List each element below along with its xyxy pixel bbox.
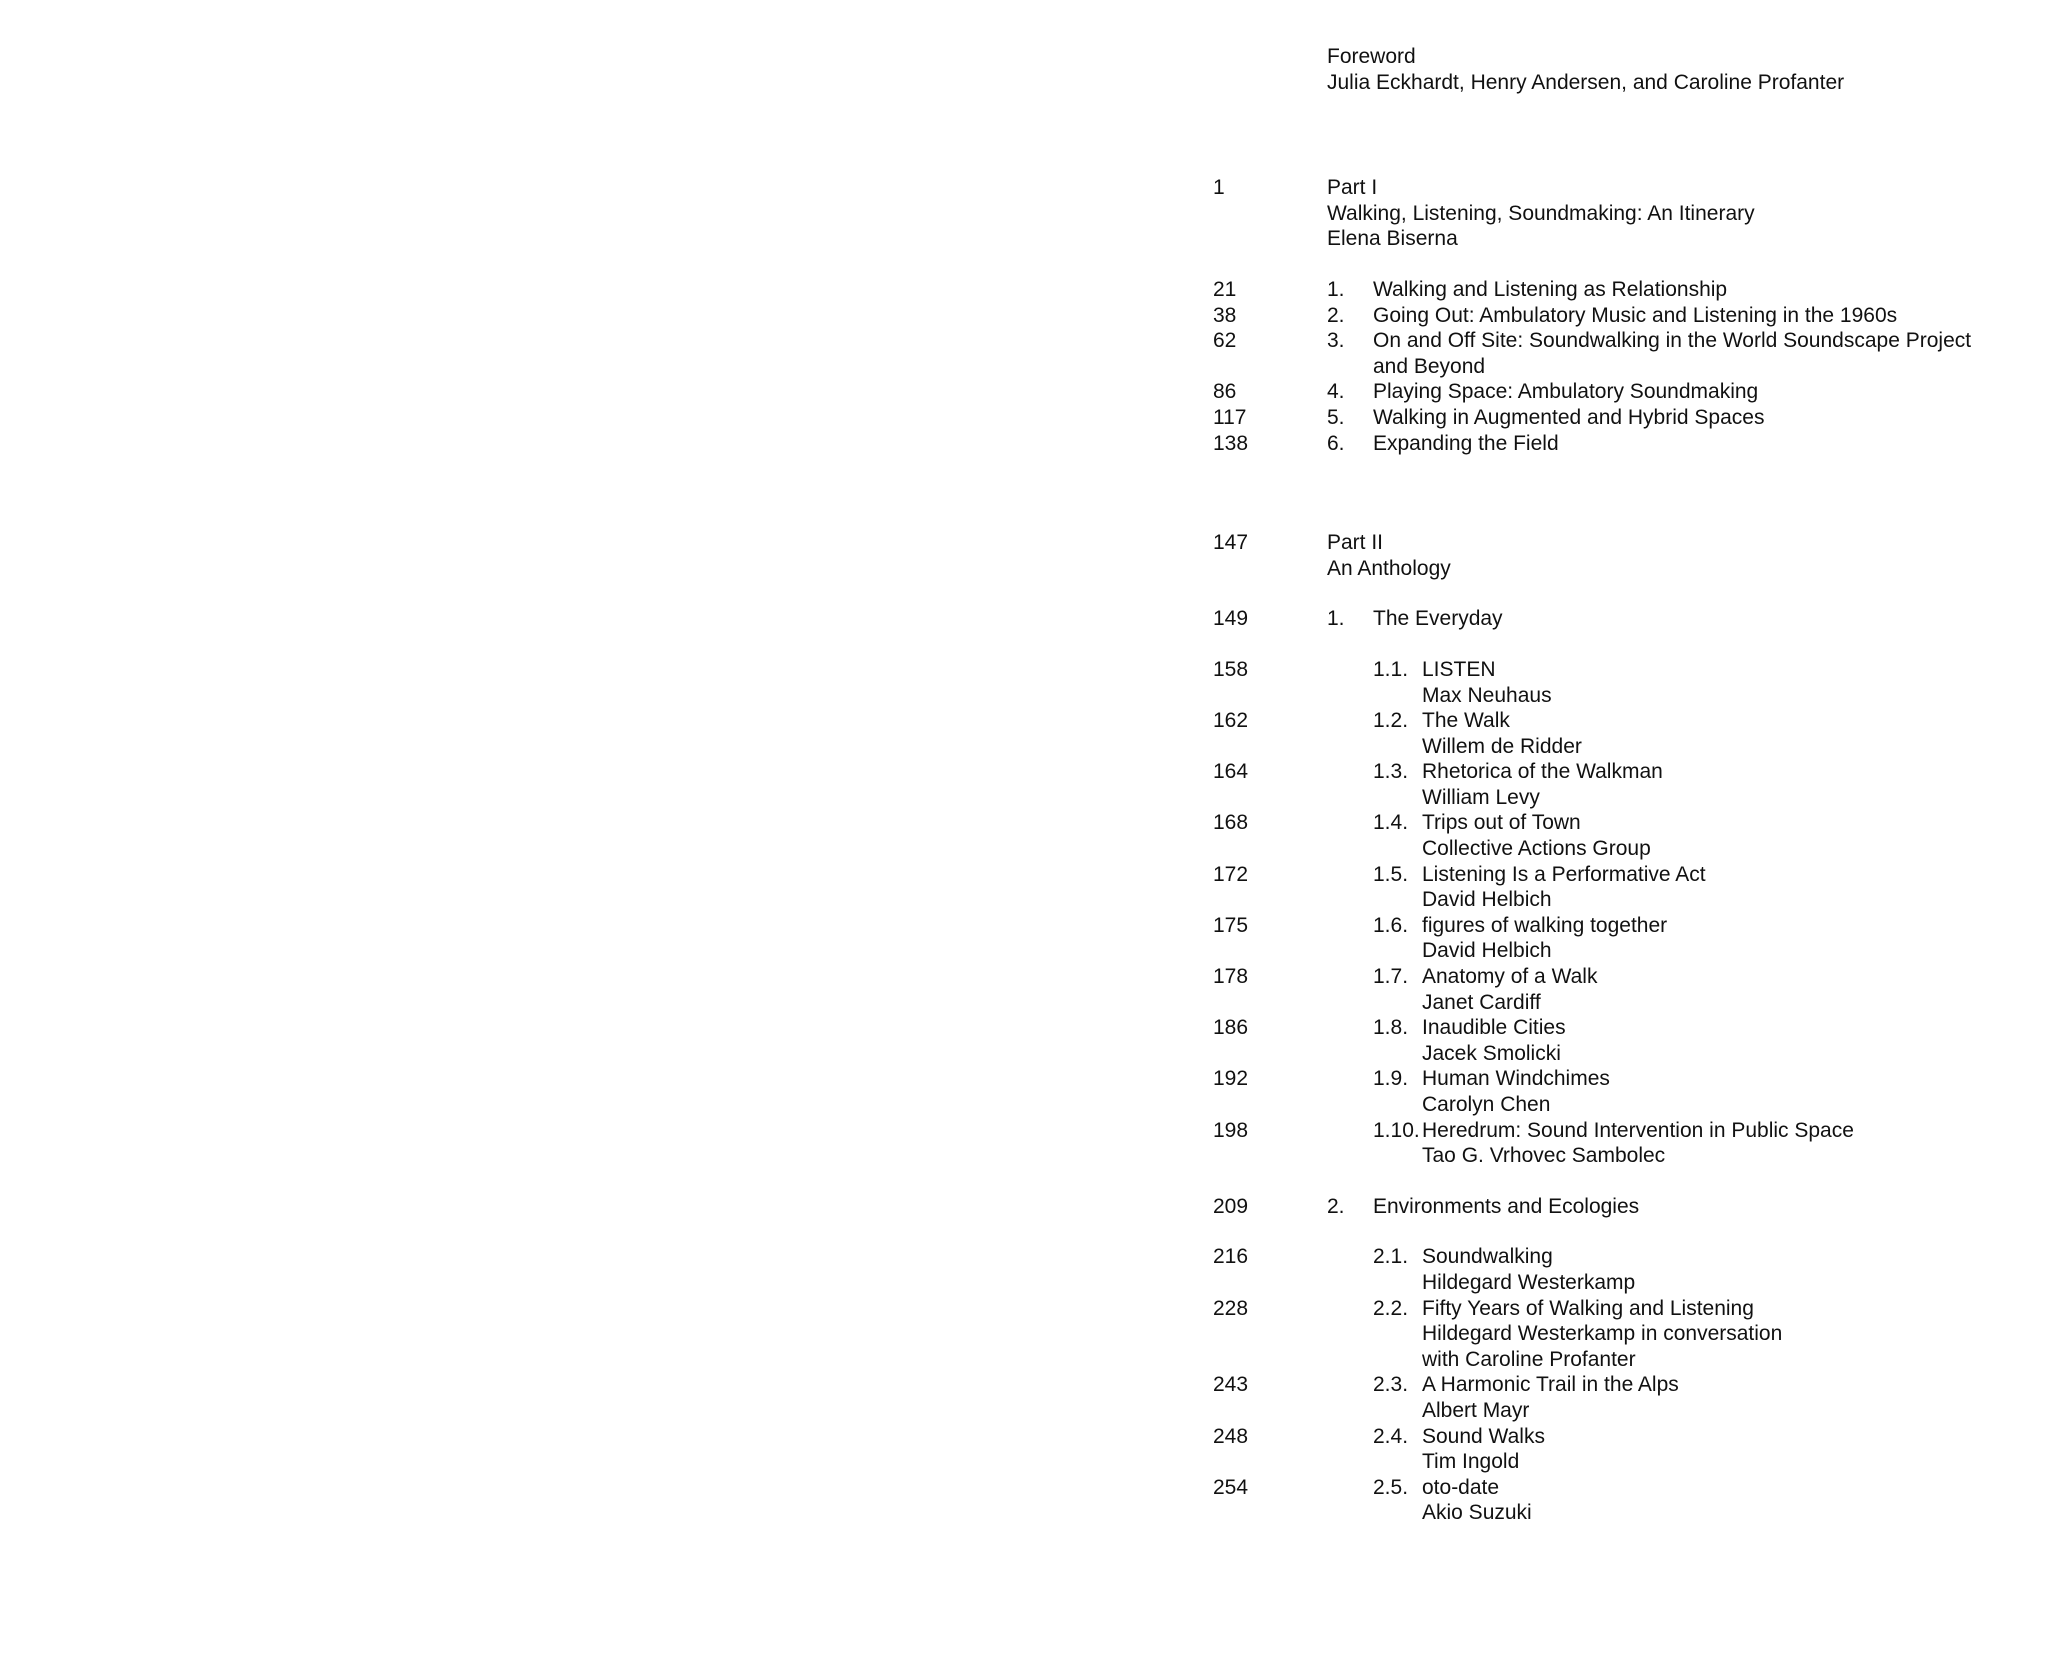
entry-text: [1422, 1372, 1679, 1423]
entry-title-line: figures of walking together: [1422, 913, 1668, 937]
entry-row: [1213, 1296, 2047, 1373]
entry-page-number: 172: [1213, 862, 1249, 886]
entry-title-line: LISTEN: [1422, 657, 1496, 681]
entry-page-number: 243: [1213, 1373, 1249, 1397]
entry-text: [1422, 1475, 1532, 1526]
chapter-title-line: Walking and Listening as Relationship: [1373, 277, 1728, 301]
section2-title: Environments and Ecologies: [1373, 1194, 1640, 1218]
part1-title: Walking, Listening, Soundmaking: An Itinerary: [1327, 201, 1755, 225]
entry-row: [1213, 913, 2047, 964]
entry-text: [1422, 1066, 1610, 1117]
entry-number: 1.1.: [1373, 657, 1409, 681]
part1-page-number: 1: [1213, 176, 1225, 200]
entry-number: 2.4.: [1373, 1424, 1409, 1448]
entry-title-line: oto-date: [1422, 1475, 1500, 1499]
chapter-number: 4.: [1327, 380, 1345, 404]
chapter-row: [1213, 405, 2047, 431]
table-of-contents: [1213, 44, 2047, 1551]
entry-number: 1.9.: [1373, 1067, 1409, 1091]
chapter-title: [1373, 405, 1764, 431]
entry-author-line: Hildegard Westerkamp in conversation: [1422, 1322, 1783, 1346]
chapter-page-number: 138: [1213, 431, 1249, 455]
entry-number: 1.6.: [1373, 913, 1409, 937]
chapter-number: 5.: [1327, 405, 1345, 429]
entry-title-line: The Walk: [1422, 709, 1510, 733]
entry-text: [1422, 708, 1582, 759]
entry-title-line: Human Windchimes: [1422, 1067, 1610, 1091]
part1-heading-text: [1327, 175, 1755, 252]
entry-number: 1.8.: [1373, 1016, 1409, 1040]
entry-author-line: Albert Mayr: [1422, 1398, 1530, 1422]
entry-title-line: Inaudible Cities: [1422, 1016, 1566, 1040]
entry-text: [1422, 810, 1651, 861]
chapter-title-line: Playing Space: Ambulatory Soundmaking: [1373, 380, 1759, 404]
entry-author-line: Carolyn Chen: [1422, 1093, 1551, 1116]
entry-row: [1213, 1015, 2047, 1066]
entry-row: [1213, 1118, 2047, 1169]
entry-title-line: Sound Walks: [1422, 1424, 1545, 1448]
entry-number: 1.10.: [1373, 1118, 1420, 1142]
entry-number: 1.2.: [1373, 709, 1409, 733]
part1-author: Elena Biserna: [1327, 227, 1458, 251]
foreword-title: Foreword: [1327, 45, 1416, 68]
chapter-title-line: Expanding the Field: [1373, 431, 1559, 455]
entry-row: [1213, 964, 2047, 1015]
part2-heading: [1213, 530, 2047, 581]
entry-author-line: Jacek Smolicki: [1422, 1041, 1561, 1065]
entry-author-line: Akio Suzuki: [1422, 1501, 1532, 1525]
chapter-title-line: On and Off Site: Soundwalking in the World Soundscape Project: [1373, 329, 1972, 353]
entry-text: [1422, 1015, 1566, 1066]
entry-author-line: Tao G. Vrhovec Sambolec: [1422, 1144, 1666, 1168]
entry-row: [1213, 708, 2047, 759]
entry-page-number: 158: [1213, 657, 1249, 681]
entry-page-number: 168: [1213, 811, 1249, 835]
entry-title-line: Trips out of Town: [1422, 811, 1581, 835]
entry-text: [1422, 1296, 1782, 1373]
entry-page-number: 198: [1213, 1118, 1249, 1142]
part2-heading-text: [1327, 530, 1451, 581]
foreword-block: [1213, 44, 2047, 95]
section1-row: [1213, 606, 2047, 632]
entry-row: [1213, 657, 2047, 708]
entry-row: [1213, 1244, 2047, 1295]
part2-label: Part II: [1327, 531, 1384, 555]
entry-number: 2.3.: [1373, 1373, 1409, 1397]
entry-author-line: Max Neuhaus: [1422, 683, 1552, 707]
entry-page-number: 162: [1213, 709, 1249, 733]
entry-title-line: Soundwalking: [1422, 1245, 1553, 1269]
entry-text: [1422, 1244, 1635, 1295]
entry-number: 1.3.: [1373, 760, 1409, 784]
chapter-row: [1213, 277, 2047, 303]
entry-author-line: with Caroline Profanter: [1422, 1347, 1636, 1371]
entry-title-line: A Harmonic Trail in the Alps: [1422, 1373, 1679, 1397]
entry-row: [1213, 810, 2047, 861]
entry-page-number: 186: [1213, 1016, 1249, 1040]
entry-number: 2.2.: [1373, 1296, 1409, 1320]
entry-number: 1.7.: [1373, 965, 1409, 989]
chapter-page-number: 117: [1213, 405, 1247, 429]
entry-author-line: David Helbich: [1422, 939, 1552, 963]
entry-page-number: 164: [1213, 760, 1249, 784]
chapter-page-number: 21: [1213, 277, 1237, 301]
chapter-page-number: 38: [1213, 303, 1237, 327]
chapter-number: 2.: [1327, 303, 1345, 327]
section2-page-number: 209: [1213, 1194, 1249, 1218]
entry-page-number: 178: [1213, 965, 1249, 989]
chapter-number: 1.: [1327, 277, 1345, 301]
entry-author-line: Willem de Ridder: [1422, 734, 1582, 758]
chapter-row: [1213, 303, 2047, 329]
entry-author-line: Collective Actions Group: [1422, 837, 1651, 861]
foreword-text: [1327, 44, 1844, 95]
entry-title-line: Rhetorica of the Walkman: [1422, 760, 1663, 784]
entry-number: 2.5.: [1373, 1475, 1409, 1499]
chapter-title-line: Going Out: Ambulatory Music and Listening in the 1960s: [1373, 303, 1898, 327]
entry-text: [1422, 913, 1667, 964]
part2-page-number: 147: [1213, 531, 1249, 555]
entry-text: [1422, 657, 1552, 708]
section-entries-1: [1213, 1244, 2047, 1526]
chapter-title: [1373, 379, 1758, 405]
entry-page-number: 254: [1213, 1475, 1249, 1499]
chapter-number: 6.: [1327, 431, 1345, 455]
section1-number: 1.: [1327, 607, 1345, 631]
entry-number: 1.5.: [1373, 862, 1409, 886]
entry-text: [1422, 1424, 1545, 1475]
section1-page-number: 149: [1213, 607, 1249, 631]
section1-title: The Everyday: [1373, 607, 1503, 631]
chapter-row: [1213, 328, 2047, 379]
chapter-title-line: Walking in Augmented and Hybrid Spaces: [1373, 405, 1765, 429]
chapter-row: [1213, 431, 2047, 457]
entry-page-number: 216: [1213, 1245, 1249, 1269]
entry-number: 1.4.: [1373, 811, 1409, 835]
entry-number: 2.1.: [1373, 1245, 1409, 1269]
section2-row: [1213, 1194, 2047, 1220]
entry-author-line: Hildegard Westerkamp: [1422, 1270, 1636, 1294]
entry-author-line: Janet Cardiff: [1422, 990, 1541, 1014]
entry-row: [1213, 759, 2047, 810]
entry-row: [1213, 1066, 2047, 1117]
part1-label: Part I: [1327, 176, 1378, 200]
entry-text: [1422, 1118, 1854, 1169]
entry-page-number: 175: [1213, 913, 1249, 937]
chapter-number: 3.: [1327, 329, 1345, 353]
section-entries-0: [1213, 657, 2047, 1169]
entry-row: [1213, 1424, 2047, 1475]
entry-text: [1422, 759, 1663, 810]
part1-heading: [1213, 175, 2047, 252]
chapter-page-number: 62: [1213, 329, 1237, 353]
chapter-title: [1373, 303, 1897, 329]
foreword-authors: Julia Eckhardt, Henry Andersen, and Caroline Profanter: [1327, 70, 1845, 94]
entry-author-line: David Helbich: [1422, 888, 1552, 912]
chapter-row: [1213, 379, 2047, 405]
entry-row: [1213, 862, 2047, 913]
chapter-title: [1373, 277, 1727, 303]
part1-chapter-list: [1213, 277, 2047, 456]
entry-title-line: Heredrum: Sound Intervention in Public Space: [1422, 1118, 1854, 1142]
chapter-title: [1373, 431, 1559, 457]
entry-author-line: Tim Ingold: [1422, 1450, 1520, 1474]
chapter-page-number: 86: [1213, 380, 1237, 404]
entry-row: [1213, 1372, 2047, 1423]
entry-page-number: 248: [1213, 1424, 1249, 1448]
entry-author-line: William Levy: [1422, 785, 1540, 809]
chapter-title-line: and Beyond: [1373, 354, 1486, 378]
entry-row: [1213, 1475, 2047, 1526]
chapter-title: [1373, 328, 1971, 379]
entry-title-line: Listening Is a Performative Act: [1422, 862, 1706, 886]
part2-title: An Anthology: [1327, 556, 1451, 580]
section2-number: 2.: [1327, 1194, 1345, 1218]
entry-page-number: 192: [1213, 1067, 1249, 1091]
entry-title-line: Anatomy of a Walk: [1422, 965, 1598, 989]
entry-text: [1422, 862, 1706, 913]
entry-text: [1422, 964, 1597, 1015]
entry-title-line: Fifty Years of Walking and Listening: [1422, 1296, 1754, 1320]
entry-page-number: 228: [1213, 1296, 1249, 1320]
